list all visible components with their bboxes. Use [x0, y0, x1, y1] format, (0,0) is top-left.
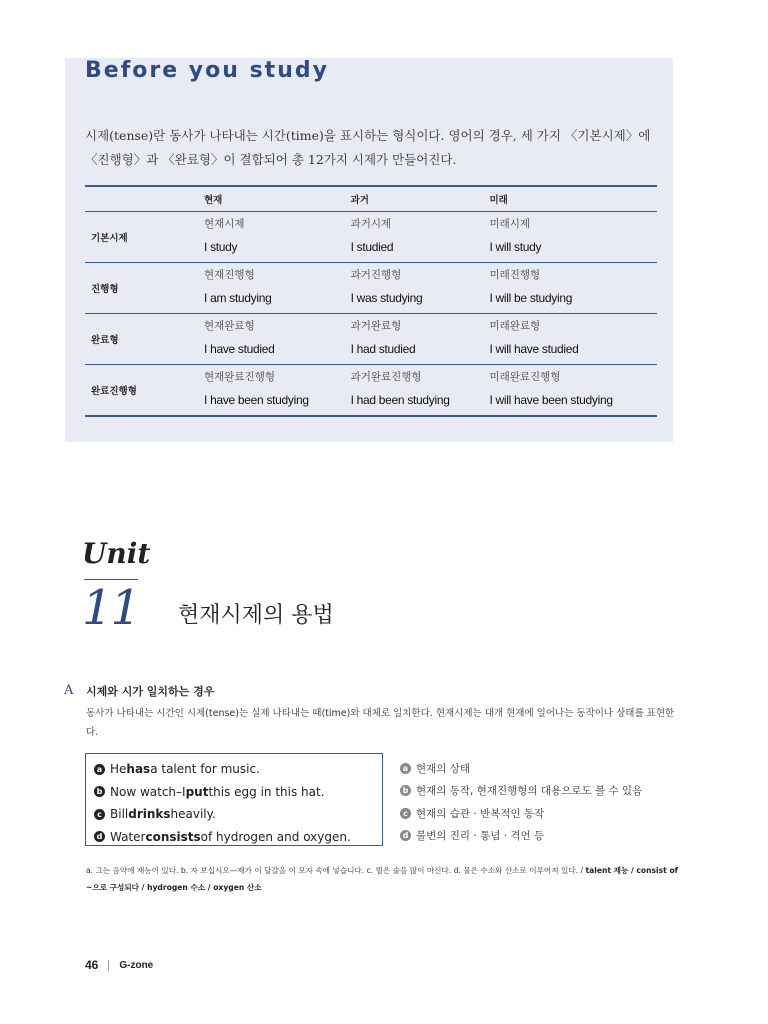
tense-example: I have studied	[204, 342, 275, 356]
table-cell	[347, 212, 486, 263]
table-cell	[485, 314, 657, 365]
tense-name: 미래완료진행형	[489, 371, 561, 383]
table-cell	[200, 212, 347, 263]
tense-example: I was studying	[350, 291, 423, 305]
page-number: 46	[85, 958, 99, 972]
row-label: 진행형	[85, 263, 200, 314]
example-sentence	[94, 826, 382, 849]
tense-table	[85, 185, 657, 417]
translation-text: a. 그는 음악에 재능이 있다. b. 자 보십시오—제가 이 달걀을 이 모자 속에 넣습니다. c. 빌은 술을 많이 마신다. d. 물은 수소와 산소로 이루어져 있다. /	[86, 866, 586, 875]
tense-name: 미래시제	[489, 218, 531, 230]
example-verb: put	[185, 784, 209, 799]
tense-example: I will study	[489, 240, 542, 254]
table-row	[85, 365, 657, 417]
row-label: 기본시제	[85, 212, 200, 263]
tense-name: 현재완료진행형	[204, 371, 276, 383]
table-cell	[485, 263, 657, 314]
note-badge: c	[400, 808, 411, 819]
tense-example: I am studying	[204, 291, 272, 305]
table-row	[85, 263, 657, 314]
usage-note	[400, 780, 700, 803]
tense-name: 현재완료형	[204, 320, 255, 332]
table-cell	[347, 365, 486, 417]
note-text: 불변의 진리 · 통념 · 격언 등	[416, 830, 545, 843]
tense-example: I will have studied	[489, 342, 579, 356]
table-cell	[485, 365, 657, 417]
example-text-before: Water	[110, 829, 146, 844]
table-cell	[200, 314, 347, 365]
vocabulary-list: talent 재능 / consist of ~으로 구성되다 / hydrogen 수소 / oxygen 산소	[86, 866, 678, 892]
tense-example: I had been studying	[350, 393, 450, 407]
translation-footnote	[86, 862, 686, 896]
example-verb: has	[126, 762, 151, 777]
example-sentence	[94, 803, 382, 826]
example-verb: drinks	[128, 807, 171, 822]
section-letter: A	[64, 683, 74, 698]
example-text-after: a talent for music.	[150, 762, 260, 777]
example-text-after: this egg in this hat.	[208, 784, 325, 799]
example-badge: c	[94, 809, 105, 820]
usage-note	[400, 757, 700, 780]
tense-name: 현재진행형	[204, 269, 255, 281]
header-future: 미래	[485, 186, 657, 212]
tense-example: I have been studying	[204, 393, 309, 407]
tense-name: 과거완료진행형	[350, 371, 422, 383]
table-row	[85, 212, 657, 263]
tense-example: I study	[204, 240, 238, 254]
note-badge: d	[400, 830, 411, 841]
example-sentence	[94, 758, 382, 781]
table-cell	[485, 212, 657, 263]
tense-table-header	[85, 186, 657, 212]
tense-name: 미래완료형	[489, 320, 541, 332]
section-heading: 시제와 시가 일치하는 경우	[86, 685, 215, 698]
table-cell	[200, 365, 347, 417]
usage-notes	[400, 757, 700, 847]
example-sentence	[94, 781, 382, 804]
example-text-after: heavily.	[170, 807, 216, 822]
example-verb: consists	[145, 829, 201, 844]
unit-label: Unit	[82, 537, 151, 570]
unit-number: 11	[82, 580, 140, 636]
header-past: 과거	[347, 186, 486, 212]
example-badge: a	[94, 764, 105, 775]
note-text: 현재의 상태	[416, 762, 471, 775]
table-cell	[347, 263, 486, 314]
header-present: 현재	[200, 186, 347, 212]
tense-name: 과거진행형	[350, 269, 402, 281]
tense-example: I will be studying	[489, 291, 573, 305]
page-footer	[85, 958, 153, 972]
tense-example: I will have been studying	[489, 393, 613, 407]
tense-name: 과거완료형	[350, 320, 402, 332]
example-sentences-box	[85, 753, 383, 846]
table-cell	[347, 314, 486, 365]
intro-title: Before you study	[85, 58, 329, 83]
example-text-before: He	[110, 762, 127, 777]
note-badge: a	[400, 763, 411, 774]
note-text: 현재의 동작, 현재진행형의 대용으로도 볼 수 있음	[416, 785, 643, 798]
footer-divider	[108, 960, 109, 971]
section-description: 동사가 나타내는 시간인 시제(tense)는 실제 나타내는 때(time)와 대체로 일치한다. 현재시제는 대개 현재에 일어나는 동작이나 상태를 표현한다.	[86, 708, 675, 738]
tense-example: I had studied	[350, 342, 416, 356]
tense-name: 미래진행형	[489, 269, 541, 281]
example-text-before: Now watch–I	[110, 784, 186, 799]
note-text: 현재의 습관 · 반복적인 동작	[416, 807, 545, 820]
usage-note	[400, 825, 700, 848]
example-text-after: of hydrogen and oxygen.	[200, 829, 351, 844]
book-name: G-zone	[119, 959, 154, 971]
header-spacer	[85, 186, 200, 212]
before-you-study-panel	[65, 58, 673, 442]
usage-note	[400, 802, 700, 825]
example-badge: b	[94, 786, 105, 797]
table-row	[85, 314, 657, 365]
note-badge: b	[400, 785, 411, 796]
tense-example: I studied	[350, 240, 394, 254]
unit-title: 현재시제의 용법	[178, 603, 334, 628]
tense-name: 현재시제	[204, 218, 245, 230]
row-label: 완료진행형	[91, 386, 137, 397]
example-badge: d	[94, 831, 105, 842]
tense-name: 과거시제	[350, 218, 392, 230]
row-label: 완료형	[85, 314, 200, 365]
example-text-before: Bill	[110, 807, 129, 822]
intro-paragraph: 시제(tense)란 동사가 나타내는 시간(time)을 표시하는 형식이다. 영어의 경우, 세 가지 〈기본시제〉에 〈진행형〉과 〈완료형〉이 결합되어 총 12가지 시제가 만들어진다.	[85, 128, 651, 167]
table-cell	[200, 263, 347, 314]
